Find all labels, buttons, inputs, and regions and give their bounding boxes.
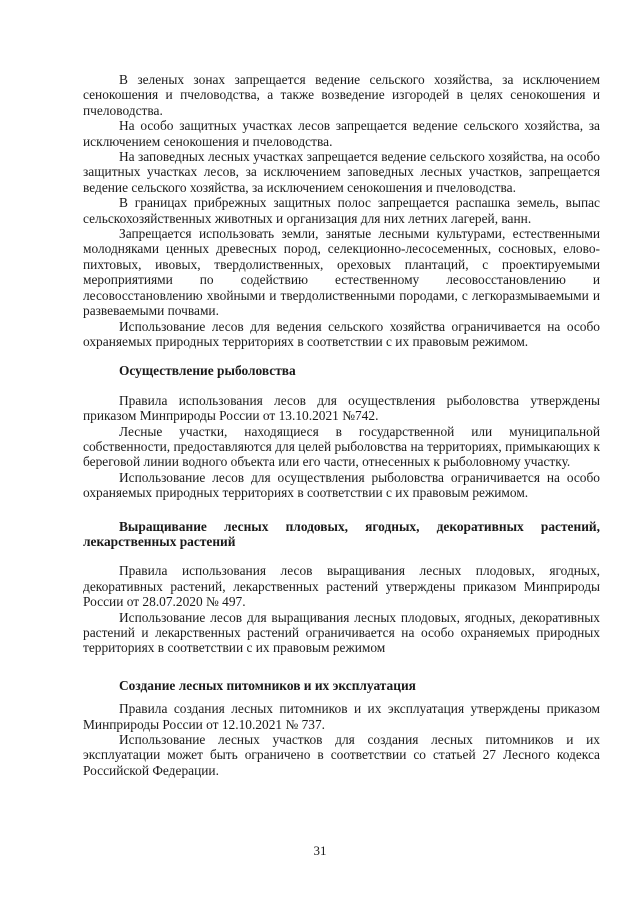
paragraph: Использование лесных участков для создания лесных питомников и их эксплуатации может быть ограничено в соответствии со статьей 27 Лесного кодекса Российской Федерации. bbox=[83, 732, 600, 778]
section-heading-nurseries: Создание лесных питомников и их эксплуатация bbox=[119, 677, 416, 693]
paragraph: Правила использования лесов выращивания лесных плодовых, ягодных, декоративных растений, лекарственных растений утверждены приказом Минприроды России от 28.07.2020 № 497. bbox=[83, 563, 600, 610]
paragraph: На заповедных лесных участках запрещается ведение сельского хозяйства, на особо защитных участках лесов, за исключением заповедных лесных участков, запрещается ведение сельского хозяйства, за исключением сенокошения и пчеловодства. bbox=[83, 149, 600, 195]
paragraph: Использование лесов для ведения сельского хозяйства ограничивается на особо охраняемых природных территориях в соответствии с их правовым режимом. bbox=[83, 318, 600, 349]
section-heading-fishing: Осуществление рыболовства bbox=[119, 363, 296, 379]
paragraph: Лесные участки, находящиеся в государственной или муниципальной собственности, предоставляются для целей рыболовства на территориях, примыкающих к береговой линии водного объекта или его части, отнесенных к рыболовному участку. bbox=[83, 423, 600, 470]
paragraph: Правила использования лесов для осуществления рыболовства утверждены приказом Минприроды России от 13.10.2021 №742. bbox=[83, 392, 600, 424]
paragraph: Правила создания лесных питомников и их эксплуатация утверждены приказом Минприроды России от 12.10.2021 № 737. bbox=[83, 701, 600, 732]
page-number: 31 bbox=[313, 843, 327, 858]
paragraph: Использование лесов для осуществления рыболовства ограничивается на особо охраняемых природных территориях в соответствии с их правовым режимом. bbox=[83, 469, 600, 501]
paragraph: В границах прибрежных защитных полос запрещается распашка земель, выпас сельскохозяйственных животных и организация для них летних лагерей, ванн. bbox=[83, 195, 600, 226]
paragraph: На особо защитных участках лесов запрещается ведение сельского хозяйства, за исключением сенокошения и пчеловодства. bbox=[83, 118, 600, 149]
paragraph: Запрещается использовать земли, занятые лесными культурами, естественными молодняками ценных древесных пород, селекционно-лесосеменных, сосновых, елово-пихтовых, ивовых, твердолиственных, ореховых плантаций, с проектируемыми мероприятиями по содействию естественному лесовосстановлению и лесовосстановлению хвойными и твердолиственными породами, с легкоразмываемыми и развеваемыми почвами. bbox=[83, 226, 600, 319]
paragraph: В зеленых зонах запрещается ведение сельского хозяйства, за исключением сенокошения и пчеловодства, а также возведение изгородей в целях сенокошения и пчеловодства. bbox=[83, 72, 600, 118]
paragraph: Использование лесов для выращивания лесных плодовых, ягодных, декоративных растений и лекарственных растений ограничивается на особо охраняемых природных территориях в соответствии с их правовым режимом bbox=[83, 609, 600, 656]
section-heading-cultivation: Выращивание лесных плодовых, ягодных, декоративных растений, лекарственных растений bbox=[83, 518, 600, 549]
